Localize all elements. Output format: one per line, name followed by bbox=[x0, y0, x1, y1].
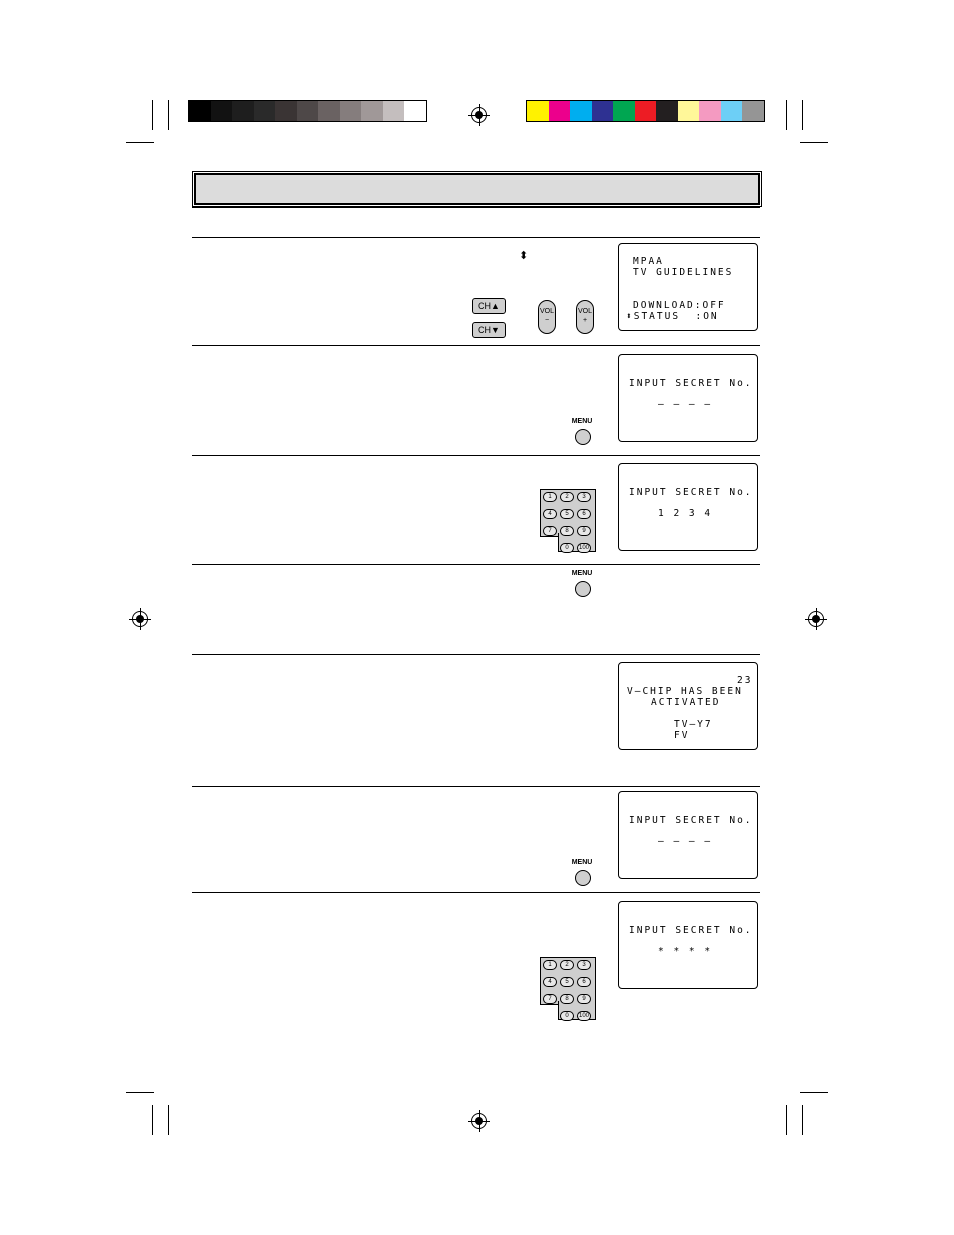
number-keypad[interactable] bbox=[540, 957, 596, 1021]
keypad-key-2[interactable]: 2 bbox=[560, 492, 574, 502]
color-swatch bbox=[656, 101, 678, 121]
keypad-key-6[interactable]: 6 bbox=[577, 509, 591, 519]
tv-screen-mpaa bbox=[618, 243, 758, 331]
tv-screen-input-secret bbox=[618, 354, 758, 442]
keypad-key-1[interactable]: 1 bbox=[543, 960, 557, 970]
section-divider bbox=[192, 892, 760, 893]
color-swatch bbox=[297, 101, 319, 121]
menu-label: MENU bbox=[571, 570, 593, 577]
screen-line: FV bbox=[674, 730, 690, 741]
screen-line: INPUT SECRET No. bbox=[629, 487, 753, 498]
registration-mark bbox=[471, 1113, 487, 1129]
section-divider bbox=[192, 345, 760, 346]
keypad-key-8[interactable]: 8 bbox=[560, 994, 574, 1004]
color-swatch bbox=[613, 101, 635, 121]
registration-mark bbox=[132, 611, 148, 627]
crop-mark bbox=[786, 1105, 787, 1135]
screen-line: MPAA bbox=[633, 256, 664, 267]
registration-mark bbox=[808, 611, 824, 627]
crop-mark bbox=[126, 142, 154, 143]
tv-screen-input-secret bbox=[618, 791, 758, 879]
screen-line: INPUT SECRET No. bbox=[629, 815, 753, 826]
color-swatch bbox=[383, 101, 405, 121]
menu-label: MENU bbox=[571, 418, 593, 425]
color-swatch bbox=[570, 101, 592, 121]
color-swatch bbox=[318, 101, 340, 121]
keypad-key-100[interactable]: 100 bbox=[578, 545, 589, 551]
screen-line: TV GUIDELINES bbox=[633, 267, 734, 278]
volume-up-sign: + bbox=[582, 317, 588, 324]
color-swatch bbox=[699, 101, 721, 121]
grayscale-color-bar bbox=[188, 100, 427, 122]
color-swatch bbox=[275, 101, 297, 121]
color-swatch bbox=[340, 101, 362, 121]
crop-mark bbox=[786, 100, 787, 130]
keypad-key-9[interactable]: 9 bbox=[577, 994, 591, 1004]
crop-mark bbox=[126, 1092, 154, 1093]
crop-mark bbox=[800, 142, 828, 143]
menu-label: MENU bbox=[571, 859, 593, 866]
section-header-band bbox=[194, 173, 760, 205]
color-swatch bbox=[361, 101, 383, 121]
color-swatch bbox=[232, 101, 254, 121]
keypad-key-0[interactable]: 0 bbox=[560, 543, 574, 553]
color-swatch bbox=[678, 101, 700, 121]
color-swatch bbox=[404, 101, 426, 121]
volume-up-button[interactable] bbox=[576, 300, 594, 334]
color-swatch bbox=[635, 101, 657, 121]
section-divider bbox=[192, 654, 760, 655]
keypad-key-0[interactable]: 0 bbox=[560, 1011, 574, 1021]
color-swatch bbox=[592, 101, 614, 121]
color-swatch bbox=[254, 101, 276, 121]
section-divider bbox=[192, 455, 760, 456]
screen-line: – – – – bbox=[658, 399, 713, 410]
keypad-key-8[interactable]: 8 bbox=[560, 526, 574, 536]
screen-line: – – – – bbox=[658, 836, 713, 847]
screen-line: ⬍STATUS :ON bbox=[626, 311, 719, 322]
keypad-key-7[interactable]: 7 bbox=[543, 526, 557, 536]
crop-mark bbox=[802, 1105, 803, 1135]
screen-line: 1 2 3 4 bbox=[658, 508, 713, 519]
crop-mark bbox=[800, 1092, 828, 1093]
channel-up-button[interactable]: CH▲ bbox=[472, 298, 506, 314]
crop-mark bbox=[168, 1105, 169, 1135]
section-divider bbox=[192, 564, 760, 565]
color-swatch bbox=[549, 101, 571, 121]
keypad-key-5[interactable]: 5 bbox=[560, 977, 574, 987]
screen-line: TV–Y7 bbox=[674, 719, 713, 730]
menu-button[interactable] bbox=[562, 570, 602, 600]
color-swatch bbox=[742, 101, 764, 121]
keypad-key-4[interactable]: 4 bbox=[543, 977, 557, 987]
registration-mark bbox=[471, 107, 487, 123]
keypad-key-4[interactable]: 4 bbox=[543, 509, 557, 519]
keypad-key-7[interactable]: 7 bbox=[543, 994, 557, 1004]
screen-line: INPUT SECRET No. bbox=[629, 925, 753, 936]
volume-down-label: VOL bbox=[539, 308, 554, 315]
color-swatch bbox=[527, 101, 549, 121]
tv-screen-input-secret-masked bbox=[618, 901, 758, 989]
section-divider bbox=[192, 786, 760, 787]
screen-line: INPUT SECRET No. bbox=[629, 378, 753, 389]
menu-button[interactable] bbox=[562, 859, 602, 889]
volume-up-label: VOL bbox=[577, 308, 592, 315]
menu-button-circle[interactable] bbox=[575, 429, 591, 445]
channel-down-button[interactable]: CH▼ bbox=[472, 322, 506, 338]
screen-line: DOWNLOAD:OFF bbox=[633, 300, 726, 311]
keypad-key-2[interactable]: 2 bbox=[560, 960, 574, 970]
keypad-key-9[interactable]: 9 bbox=[577, 526, 591, 536]
keypad-key-100[interactable]: 100 bbox=[578, 1013, 589, 1019]
menu-button[interactable] bbox=[562, 418, 602, 448]
tv-screen-vchip-activated bbox=[618, 662, 758, 750]
section-divider bbox=[192, 237, 760, 238]
keypad-key-3[interactable]: 3 bbox=[577, 960, 591, 970]
screen-line: * * * * bbox=[658, 946, 713, 957]
menu-button-circle[interactable] bbox=[575, 870, 591, 886]
tv-screen-input-secret-digits bbox=[618, 463, 758, 551]
color-swatch bbox=[721, 101, 743, 121]
menu-button-circle[interactable] bbox=[575, 581, 591, 597]
keypad-key-1[interactable]: 1 bbox=[543, 492, 557, 502]
header-rule bbox=[192, 207, 760, 208]
crop-mark bbox=[168, 100, 169, 130]
volume-down-sign: − bbox=[544, 317, 550, 324]
crop-mark bbox=[152, 100, 153, 130]
screen-line: 23 bbox=[737, 675, 753, 686]
screen-line: ACTIVATED bbox=[651, 697, 721, 708]
number-keypad[interactable] bbox=[540, 489, 596, 553]
volume-down-button[interactable] bbox=[538, 300, 556, 334]
screen-line: V–CHIP HAS BEEN bbox=[627, 686, 743, 697]
keypad-key-5[interactable]: 5 bbox=[560, 509, 574, 519]
color-swatch bbox=[189, 101, 211, 121]
process-color-bar bbox=[526, 100, 765, 122]
crop-mark bbox=[802, 100, 803, 130]
updown-arrow-icon: ⬍ bbox=[519, 249, 529, 262]
color-swatch bbox=[211, 101, 233, 121]
keypad-key-6[interactable]: 6 bbox=[577, 977, 591, 987]
crop-mark bbox=[152, 1105, 153, 1135]
keypad-key-3[interactable]: 3 bbox=[577, 492, 591, 502]
